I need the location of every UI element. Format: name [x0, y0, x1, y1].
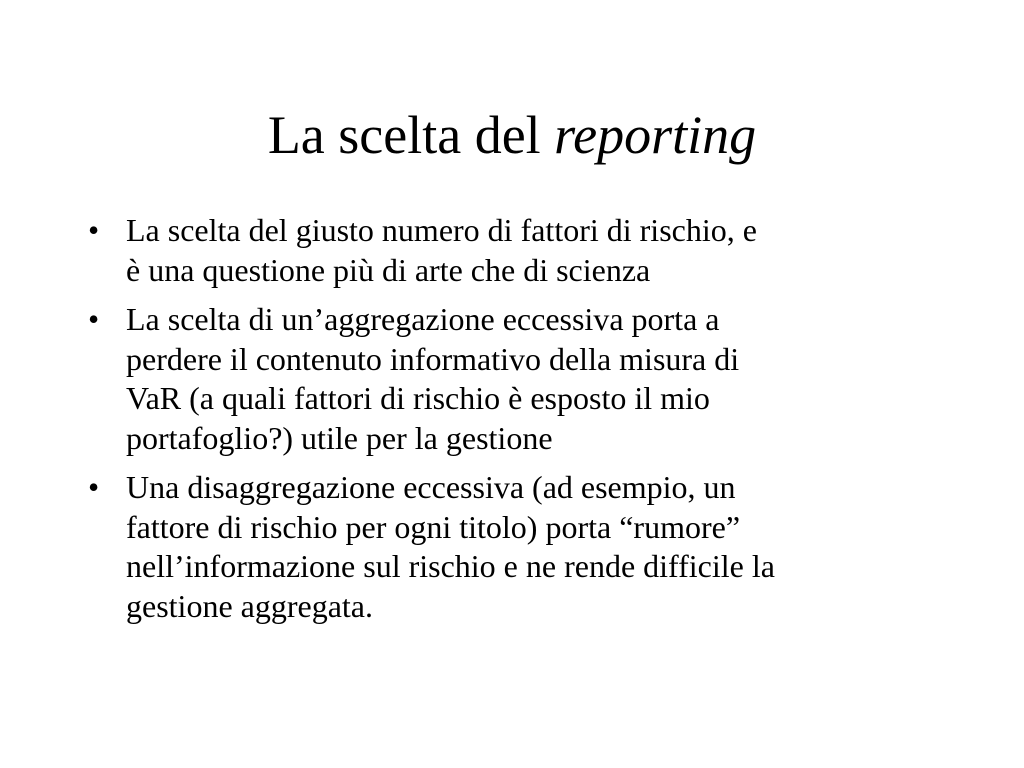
bullet-text-3 — [126, 468, 948, 626]
bullet-line: gestione aggregata. — [126, 587, 373, 624]
bullet-text-1 — [126, 211, 948, 290]
bullet-icon: • — [88, 212, 100, 248]
slide-title — [0, 100, 1024, 170]
bullet-line: fattore di rischio per ogni titolo) porta “rumore” — [126, 508, 741, 545]
bullet-line: VaR (a quali fattori di rischio è esposto il mio — [126, 380, 710, 416]
slide-title-plain: La scelta del — [267, 105, 555, 165]
bullet-line: è una questione più di arte che di scienza — [126, 251, 651, 288]
bullet-list — [88, 211, 948, 636]
bullet-line: nell’informazione sul rischio e ne rende difficile la — [126, 548, 775, 584]
bullet-line: Una disaggregazione eccessiva (ad esempio, un — [126, 469, 736, 505]
bullet-text-2 — [126, 300, 948, 458]
bullet-line: perdere il contenuto informativo della misura di — [126, 340, 740, 377]
bullet-item-1 — [88, 211, 948, 290]
bullet-item-2 — [88, 300, 948, 458]
bullet-icon: • — [88, 469, 100, 505]
bullet-icon: • — [88, 301, 100, 337]
bullet-item-3 — [88, 468, 948, 626]
bullet-line: La scelta di un’aggregazione eccessiva porta a — [126, 301, 720, 337]
bullet-line: portafoglio?) utile per la gestione — [126, 419, 553, 456]
bullet-line: La scelta del giusto numero di fattori di rischio, e — [126, 212, 757, 248]
slide-title-italic: reporting — [554, 105, 757, 165]
